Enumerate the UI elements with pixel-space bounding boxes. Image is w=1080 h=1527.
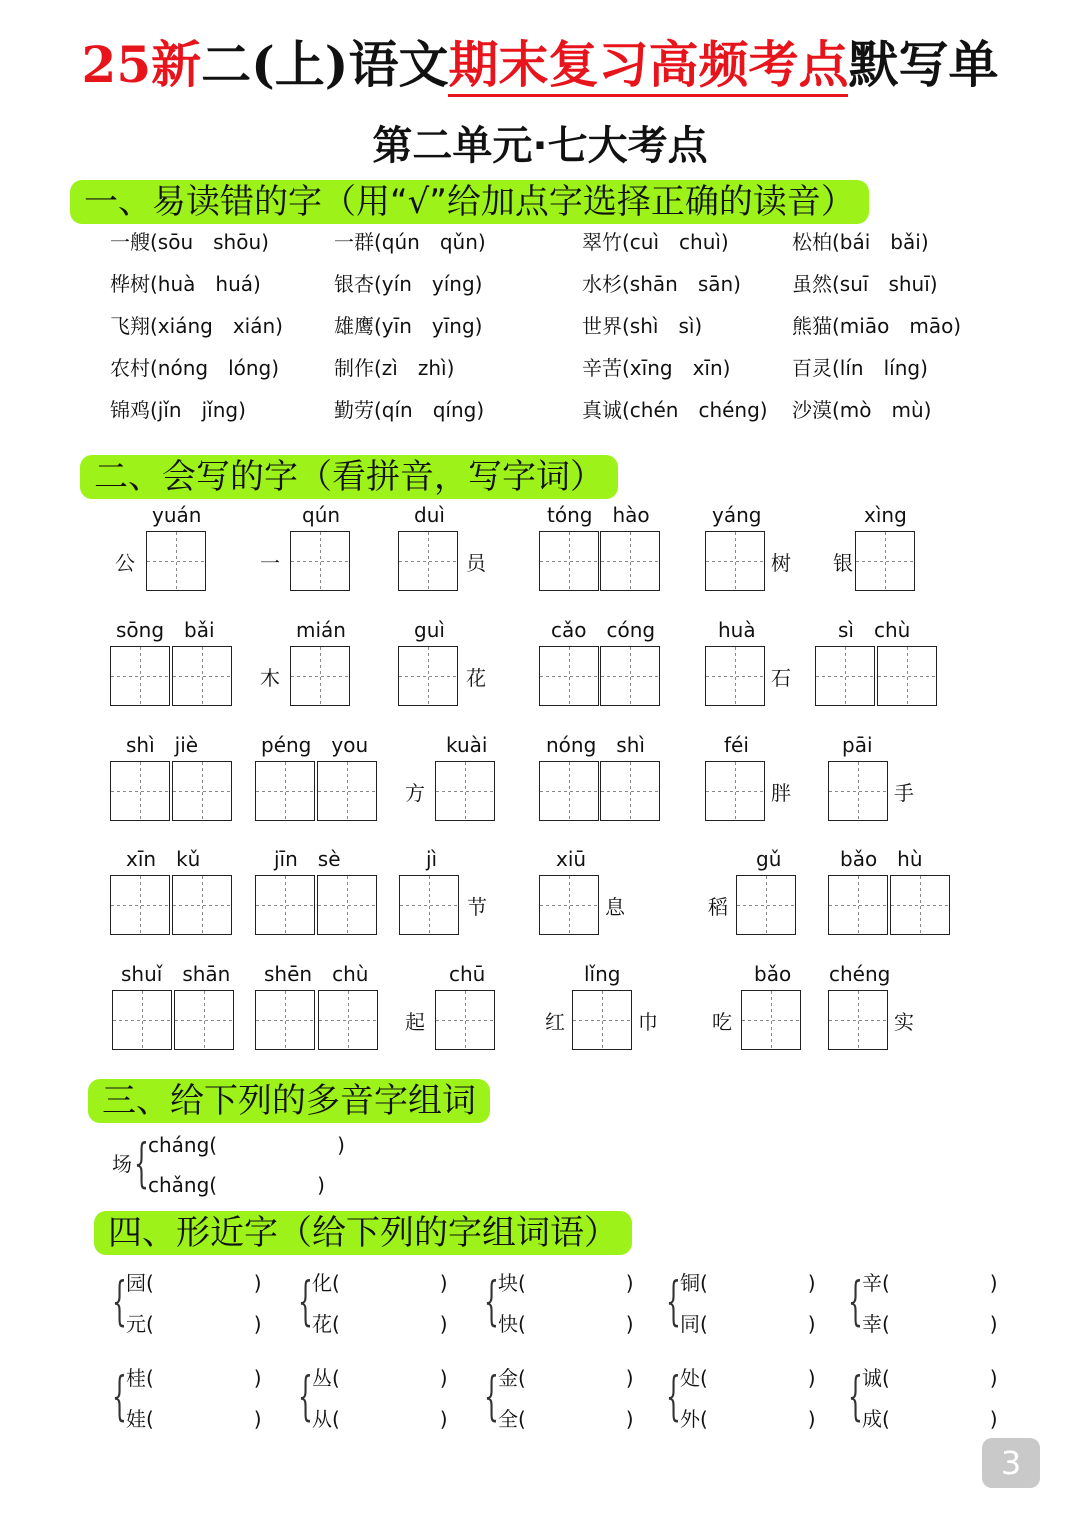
writing-cell[interactable]	[110, 875, 170, 935]
title-part-3: 期末复习高频考点	[448, 35, 848, 97]
similar-char-item: 处( )	[680, 1366, 816, 1390]
given-char: 息	[605, 895, 625, 919]
writing-cell[interactable]	[828, 990, 888, 1050]
pinyin-label: cǎo cóng	[551, 618, 656, 642]
similar-char-item: 娃( )	[126, 1407, 262, 1431]
section2-heading: 二、会写的字（看拼音，写字词）	[80, 455, 618, 499]
writing-cell[interactable]	[317, 761, 377, 821]
writing-cell[interactable]	[399, 875, 459, 935]
given-char: 银	[833, 551, 853, 575]
pinyin-label: péng you	[261, 733, 369, 757]
page-number-badge: 3	[982, 1438, 1040, 1488]
given-char: 员	[466, 551, 486, 575]
similar-char-item: 块( )	[498, 1271, 634, 1295]
read-item: 制作(zì zhì)	[334, 356, 455, 380]
polyphone-row-1: cháng( )	[148, 1133, 345, 1157]
read-item: 一群(qún qǔn)	[334, 230, 486, 254]
brace: {	[134, 1134, 149, 1194]
writing-cell[interactable]	[705, 761, 765, 821]
pinyin-label: féi	[724, 733, 749, 757]
writing-cell[interactable]	[815, 646, 875, 706]
writing-cell[interactable]	[539, 531, 599, 591]
read-item: 松柏(bái bǎi)	[792, 230, 929, 254]
similar-char-item: 桂( )	[126, 1366, 262, 1390]
similar-char-item: 花( )	[312, 1312, 448, 1336]
given-char: 稻	[708, 895, 728, 919]
given-char: 树	[771, 551, 791, 575]
writing-cell[interactable]	[255, 990, 315, 1050]
brace: {	[298, 1367, 313, 1427]
pinyin-label: xīn kǔ	[126, 847, 201, 871]
writing-cell[interactable]	[146, 531, 206, 591]
pinyin-label: qún	[302, 503, 341, 527]
pinyin-label: shēn chù	[264, 962, 369, 986]
pinyin-label: pāi	[842, 733, 873, 757]
writing-cell[interactable]	[890, 875, 950, 935]
writing-cell[interactable]	[435, 990, 495, 1050]
similar-char-item: 幸( )	[862, 1312, 998, 1336]
brace: {	[666, 1367, 681, 1427]
writing-cell[interactable]	[828, 875, 888, 935]
section4-heading: 四、形近字（给下列的字组词语）	[94, 1211, 632, 1255]
pinyin-label: huà	[718, 618, 756, 642]
read-item: 水杉(shān sān)	[582, 272, 741, 296]
writing-cell[interactable]	[112, 990, 172, 1050]
similar-char-item: 辛( )	[862, 1271, 998, 1295]
writing-cell[interactable]	[174, 990, 234, 1050]
given-char: 实	[894, 1010, 914, 1034]
polyphone-char: 场	[112, 1152, 132, 1176]
pinyin-label: gǔ	[756, 847, 782, 871]
pinyin-label: shì jiè	[126, 733, 199, 757]
writing-cell[interactable]	[600, 646, 660, 706]
similar-char-item: 园( )	[126, 1271, 262, 1295]
read-item: 辛苦(xīng xīn)	[582, 356, 731, 380]
read-item: 农村(nóng lóng)	[110, 356, 280, 380]
similar-char-item: 快( )	[498, 1312, 634, 1336]
writing-cell[interactable]	[290, 646, 350, 706]
writing-cell[interactable]	[290, 531, 350, 591]
writing-cell[interactable]	[736, 875, 796, 935]
read-item: 百灵(lín líng)	[792, 356, 928, 380]
section1-heading: 一、易读错的字（用“√”给加点字选择正确的读音）	[70, 180, 869, 224]
similar-char-item: 全( )	[498, 1407, 634, 1431]
given-char: 一	[260, 551, 280, 575]
writing-cell[interactable]	[705, 646, 765, 706]
pinyin-label: bǎo	[754, 962, 792, 986]
brace: {	[484, 1367, 499, 1427]
given-char: 石	[771, 666, 791, 690]
writing-cell[interactable]	[172, 875, 232, 935]
similar-char-item: 丛( )	[312, 1366, 448, 1390]
pinyin-label: nóng shì	[546, 733, 645, 757]
given-char: 方	[405, 781, 425, 805]
pinyin-label: chū	[449, 962, 486, 986]
given-char: 手	[894, 781, 914, 805]
pinyin-label: yáng	[712, 503, 762, 527]
pinyin-label: sì chù	[838, 618, 911, 642]
read-item: 虽然(suī shuī)	[792, 272, 938, 296]
brace: {	[484, 1272, 499, 1332]
writing-cell[interactable]	[110, 761, 170, 821]
given-char: 节	[467, 895, 487, 919]
pinyin-label: xìng	[864, 503, 907, 527]
writing-cell[interactable]	[600, 761, 660, 821]
pinyin-label: yuán	[152, 503, 202, 527]
read-item: 熊猫(miāo māo)	[792, 314, 962, 338]
brace: {	[666, 1272, 681, 1332]
title-part-1: 25新	[81, 35, 202, 94]
pinyin-label: sōng bǎi	[116, 618, 215, 642]
title-part-4: 默写单	[848, 35, 999, 94]
writing-cell[interactable]	[855, 531, 915, 591]
pinyin-label: bǎo hù	[840, 847, 923, 871]
writing-cell[interactable]	[539, 646, 599, 706]
pinyin-label: guì	[414, 618, 445, 642]
writing-cell[interactable]	[705, 531, 765, 591]
read-item: 锦鸡(jǐn jǐng)	[110, 398, 246, 422]
writing-cell[interactable]	[600, 531, 660, 591]
brace: {	[848, 1367, 863, 1427]
writing-cell[interactable]	[741, 990, 801, 1050]
brace: {	[298, 1272, 313, 1332]
pinyin-label: duì	[414, 503, 445, 527]
similar-char-item: 诚( )	[862, 1366, 998, 1390]
page-subtitle: 第二单元·七大考点	[372, 123, 708, 169]
writing-cell[interactable]	[172, 761, 232, 821]
similar-char-item: 从( )	[312, 1407, 448, 1431]
writing-cell[interactable]	[877, 646, 937, 706]
pinyin-label: chéng	[829, 962, 891, 986]
read-item: 银杏(yín yíng)	[334, 272, 483, 296]
pinyin-label: jīn sè	[274, 847, 341, 871]
pinyin-label: mián	[296, 618, 346, 642]
given-char: 吃	[712, 1010, 732, 1034]
given-char: 木	[260, 666, 280, 690]
writing-cell[interactable]	[539, 761, 599, 821]
similar-char-item: 元( )	[126, 1312, 262, 1336]
writing-cell[interactable]	[828, 761, 888, 821]
page-title	[0, 30, 1080, 100]
section3-heading: 三、给下列的多音字组词	[88, 1079, 490, 1123]
writing-cell[interactable]	[572, 990, 632, 1050]
writing-cell[interactable]	[255, 761, 315, 821]
pinyin-label: jì	[426, 847, 438, 871]
similar-char-item: 外( )	[680, 1407, 816, 1431]
writing-cell[interactable]	[398, 531, 458, 591]
read-item: 雄鹰(yīn yīng)	[334, 314, 483, 338]
similar-char-item: 同( )	[680, 1312, 816, 1336]
similar-char-item: 化( )	[312, 1271, 448, 1295]
writing-cell[interactable]	[172, 646, 232, 706]
given-char: 红	[545, 1010, 565, 1034]
given-char: 花	[466, 666, 486, 690]
brace: {	[112, 1367, 127, 1427]
brace: {	[112, 1272, 127, 1332]
writing-cell[interactable]	[539, 875, 599, 935]
brace: {	[848, 1272, 863, 1332]
writing-cell[interactable]	[435, 761, 495, 821]
similar-char-item: 铜( )	[680, 1271, 816, 1295]
title-part-2: 二(上)语文	[201, 35, 449, 94]
given-char: 公	[115, 551, 135, 575]
read-item: 翠竹(cuì chuì)	[582, 230, 729, 254]
read-item: 沙漠(mò mù)	[792, 398, 932, 422]
writing-cell[interactable]	[255, 875, 315, 935]
writing-cell[interactable]	[318, 990, 378, 1050]
writing-cell[interactable]	[110, 646, 170, 706]
read-item: 真诚(chén chéng)	[582, 398, 768, 422]
pinyin-label: shuǐ shān	[121, 962, 231, 986]
polyphone-row-2: chǎng( )	[148, 1173, 325, 1197]
writing-cell[interactable]	[398, 646, 458, 706]
pinyin-label: kuài	[446, 733, 488, 757]
read-item: 飞翔(xiáng xián)	[110, 314, 283, 338]
given-char: 巾	[638, 1010, 658, 1034]
similar-char-item: 成( )	[862, 1407, 998, 1431]
writing-cell[interactable]	[317, 875, 377, 935]
pinyin-label: lǐng	[584, 962, 621, 986]
pinyin-label: tóng hào	[547, 503, 650, 527]
read-item: 世界(shì sì)	[582, 314, 703, 338]
given-char: 胖	[771, 781, 791, 805]
given-char: 起	[405, 1010, 425, 1034]
read-item: 勤劳(qín qíng)	[334, 398, 485, 422]
pinyin-label: xiū	[556, 847, 587, 871]
read-item: 一艘(sōu shōu)	[110, 230, 269, 254]
read-item: 桦树(huà huá)	[110, 272, 261, 296]
similar-char-item: 金( )	[498, 1366, 634, 1390]
